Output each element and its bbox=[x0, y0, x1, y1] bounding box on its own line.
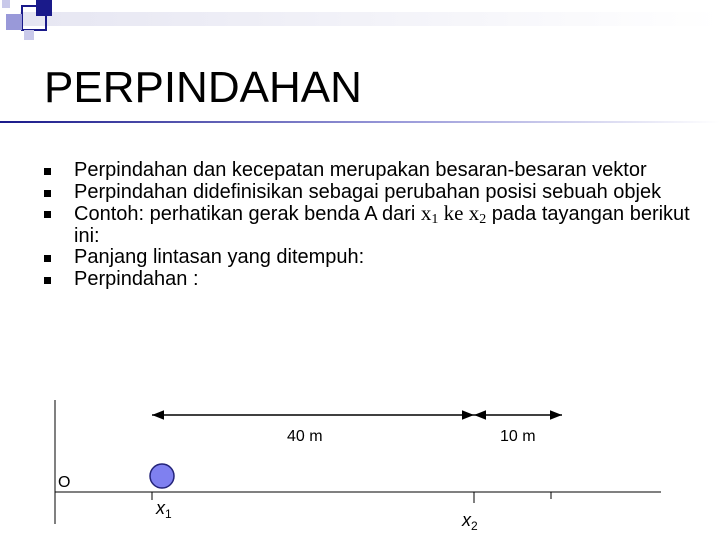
bullet-text-pre: Contoh: perhatikan gerak benda A dari bbox=[74, 203, 421, 226]
bullet-square-icon bbox=[44, 255, 51, 262]
object-a-ball bbox=[150, 464, 174, 488]
title-underline bbox=[0, 121, 720, 141]
bullet-square-icon bbox=[44, 168, 51, 175]
bullet-square-icon bbox=[44, 277, 51, 284]
bullet-square-icon bbox=[44, 190, 51, 197]
bullet-text: Perpindahan didefinisikan sebagai perubahan posisi sebuah objek bbox=[74, 180, 662, 203]
x2-label: $x_2$ bbox=[462, 510, 478, 533]
bullet-list bbox=[44, 160, 694, 291]
bullet-item bbox=[44, 160, 694, 182]
distance-label-40m: 40 m bbox=[287, 428, 323, 445]
x1-math: $x_1$ ke $x_2$ bbox=[420, 201, 487, 228]
bullet-text-post: pada tayangan berikut ini: bbox=[74, 203, 690, 247]
bullet-item bbox=[44, 247, 694, 269]
header-decoration bbox=[0, 0, 720, 50]
x1-label: $x_1$ bbox=[156, 498, 172, 521]
bullet-text: Panjang lintasan yang ditempuh: bbox=[74, 246, 365, 269]
origin-label: O bbox=[58, 474, 71, 491]
motion-diagram bbox=[0, 395, 720, 540]
bullet-item bbox=[44, 182, 694, 204]
bullet-text: Perpindahan dan kecepatan merupakan besaran-besaran vektor bbox=[74, 159, 647, 181]
distance-label-10m: 10 m bbox=[500, 428, 536, 445]
bullet-square-icon bbox=[44, 211, 51, 218]
bullet-item bbox=[44, 203, 694, 247]
slide-title: PERPINDAHAN bbox=[44, 63, 362, 112]
bullet-item bbox=[44, 269, 694, 291]
bullet-text: Perpindahan : bbox=[74, 267, 199, 290]
